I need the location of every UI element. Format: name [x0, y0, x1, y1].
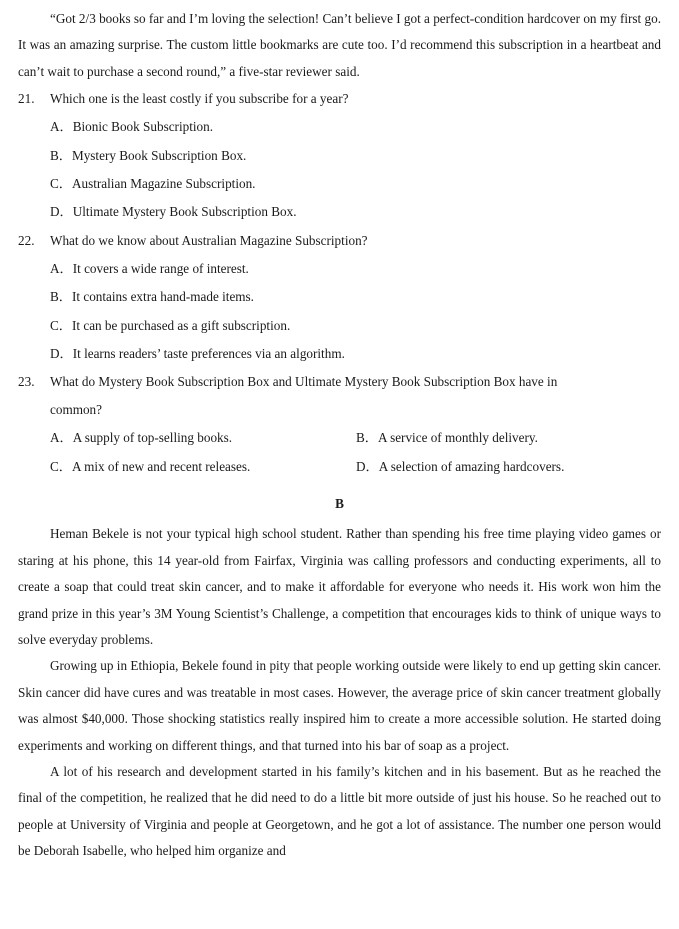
question-stem [18, 85, 661, 113]
option-a: A．Bionic Book Subscription. [50, 119, 214, 135]
question-text: What do Mystery Book Subscription Box and Ultimate Mystery Book Subscription Box have in [50, 374, 558, 390]
question-number: 21. [18, 91, 35, 107]
options-row-1 [18, 424, 661, 452]
option-c: C．It can be purchased as a gift subscription. [50, 317, 291, 333]
option-c: C．Australian Magazine Subscription. [50, 176, 256, 192]
option-b: B．Mystery Book Subscription Box. [50, 147, 247, 163]
question-text: What do we know about Australian Magazine Subscription? [50, 232, 368, 248]
passage-paragraph-1: Heman Bekele is not your typical high school student. Rather than spending his free time playing video games or staring at his phone, this 14 year-old from Fairfax, Virginia was calling professors and conducting experiments, all to create a soap that could treat skin cancer, and to make it affordable for everyone who needs it. His work won him the grand prize in this year’s 3M Young Scientist’s Challenge, a competition that encourages kids to think of unique ways to solve everyday problems. [18, 526, 661, 647]
passage-paragraph-2: Growing up in Ethiopia, Bekele found in pity that people working outside were likely to end up getting skin cancer. Skin cancer did have cures and was treatable in most cases. However, the average price of skin cancer treatment globally was almost $40,000. Those shocking statistics really inspired him to create a more accessible solution. He started doing experiments and working on different things, and that turned into his bar of soap as a project. [18, 658, 661, 753]
question-number: 23. [18, 374, 35, 390]
question-text-continued: common? [50, 402, 103, 418]
option-d: D．It learns readers’ taste preferences via an algorithm. [50, 346, 345, 362]
question-stem [18, 368, 661, 396]
passage-paragraph-3: A lot of his research and development started in his family’s kitchen and in his basement. But as he reached the final of the competition, he realized that he did need to do a little bit more outside of just his house. So he reached out to people at University of Virginia and people at Georgetown, and he got a lot of assistance. The number one person would be Deborah Isabelle, who helped him organize and [18, 763, 661, 859]
question-number: 22. [18, 232, 35, 248]
options-row-2 [18, 453, 661, 481]
question-22 [18, 227, 661, 369]
question-text: Which one is the least costly if you subscribe for a year? [50, 91, 349, 107]
option-a: A．It covers a wide range of interest. [50, 260, 249, 276]
section-heading: B [335, 496, 344, 512]
question-21 [18, 85, 661, 227]
intro-paragraph: “Got 2/3 books so far and I’m loving the selection! Can’t believe I got a perfect-condition hardcover on my first go. It was an amazing surprise. The custom little bookmarks are cute too. I’d recommend this subscription in a heartbeat and can’t wait to purchase a second round,” a five-star reviewer said. [18, 11, 661, 79]
question-stem [18, 227, 661, 255]
question-23 [18, 368, 661, 481]
option-d: D．A selection of amazing hardcovers. [356, 458, 565, 474]
option-b: B．A service of monthly delivery. [356, 430, 538, 446]
option-c: C．A mix of new and recent releases. [50, 458, 251, 474]
option-a: A．A supply of top-selling books. [50, 430, 233, 446]
option-b: B．It contains extra hand-made items. [50, 289, 254, 305]
option-d: D．Ultimate Mystery Book Subscription Box. [50, 204, 297, 220]
